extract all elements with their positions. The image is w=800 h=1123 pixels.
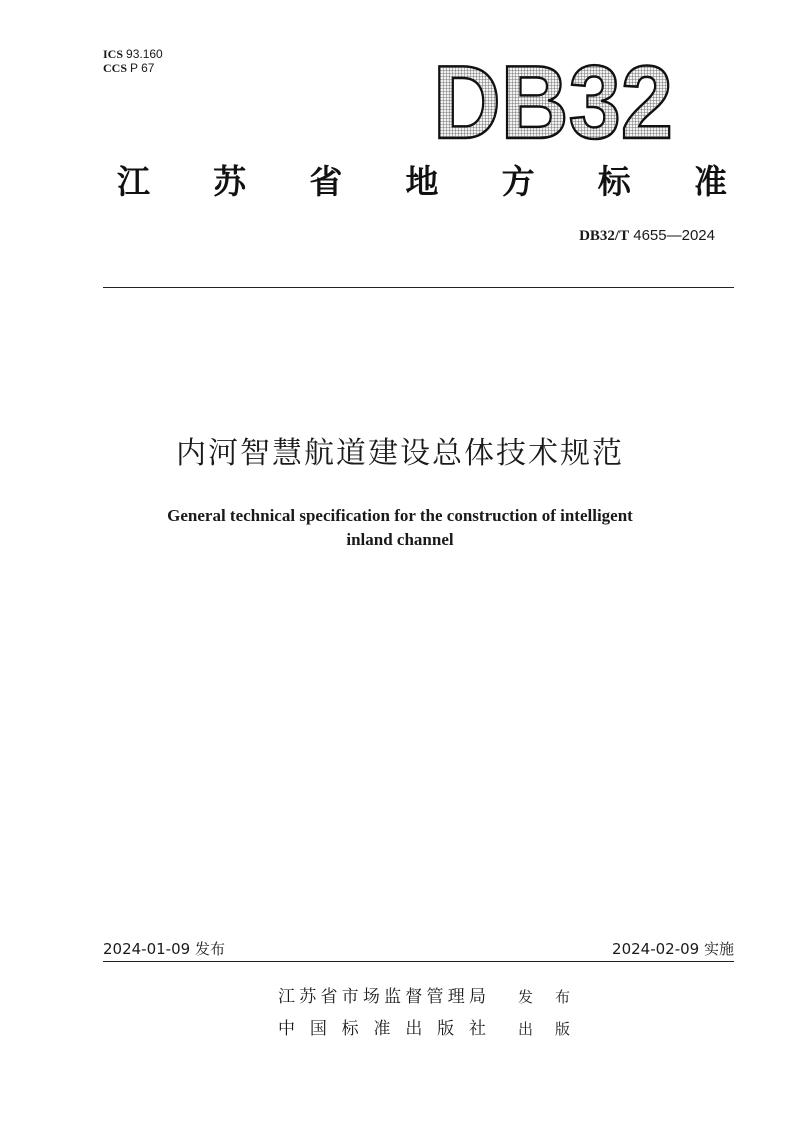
document-title-english [130, 504, 670, 552]
org-char: 中 [278, 1019, 295, 1039]
org-char: 管 [426, 987, 444, 1007]
logo-text: DB32 [433, 45, 673, 150]
org-char: 理 [447, 987, 465, 1007]
document-title-chinese: 内河智慧航道建设总体技术规范 [176, 436, 624, 471]
ccs-value: P 67 [130, 61, 155, 75]
implementation-date: 2024-02-09 实施 [612, 940, 734, 958]
bottom-divider [103, 961, 734, 962]
action-char: 版 [554, 1020, 570, 1038]
standard-category [117, 157, 727, 207]
standard-number-prefix: DB32/T [579, 228, 630, 244]
ics-line [103, 47, 163, 61]
category-char: 方 [501, 162, 535, 201]
org-char: 出 [405, 1019, 423, 1039]
standard-number-value: 4655—2024 [633, 227, 715, 244]
publisher-row [278, 981, 570, 1013]
top-divider [103, 287, 734, 288]
english-title-line: inland channel [346, 530, 454, 549]
org-char: 市 [341, 987, 359, 1007]
org-char: 社 [468, 1019, 486, 1039]
category-char: 江 [117, 162, 150, 201]
ics-label: ICS [103, 47, 124, 61]
english-title-line: General technical specification for the construction of intelligent [167, 506, 633, 525]
org-char: 版 [437, 1019, 455, 1039]
ccs-line [103, 61, 163, 75]
org-char: 场 [362, 987, 380, 1007]
category-char: 地 [405, 162, 439, 201]
org-char: 苏 [299, 987, 317, 1007]
category-char: 准 [693, 162, 727, 201]
publisher-action [518, 981, 570, 1013]
classification-codes [103, 47, 163, 75]
publisher-block [278, 981, 570, 1045]
publisher-action [518, 1013, 570, 1045]
org-char: 江 [278, 987, 295, 1007]
publisher-row [278, 1013, 570, 1045]
category-char: 苏 [213, 162, 247, 201]
org-char: 省 [320, 987, 338, 1007]
action-char: 出 [518, 1020, 534, 1038]
category-char: 标 [597, 162, 631, 201]
ics-value: 93.160 [126, 47, 163, 61]
org-char: 局 [468, 987, 486, 1007]
ccs-label: CCS [103, 61, 128, 75]
publisher-org [278, 981, 486, 1013]
org-char: 监 [384, 987, 402, 1007]
publisher-org [278, 1013, 486, 1045]
action-char: 发 [518, 988, 534, 1006]
category-char: 省 [309, 162, 343, 201]
standard-number [579, 226, 715, 246]
org-char: 准 [373, 1019, 391, 1039]
org-char: 国 [309, 1019, 327, 1039]
org-char: 标 [341, 1019, 359, 1039]
date-row [103, 936, 734, 962]
db32-logo [428, 40, 678, 150]
org-char: 督 [405, 987, 423, 1007]
action-char: 布 [554, 988, 570, 1006]
issue-date: 2024-01-09 发布 [103, 940, 225, 958]
